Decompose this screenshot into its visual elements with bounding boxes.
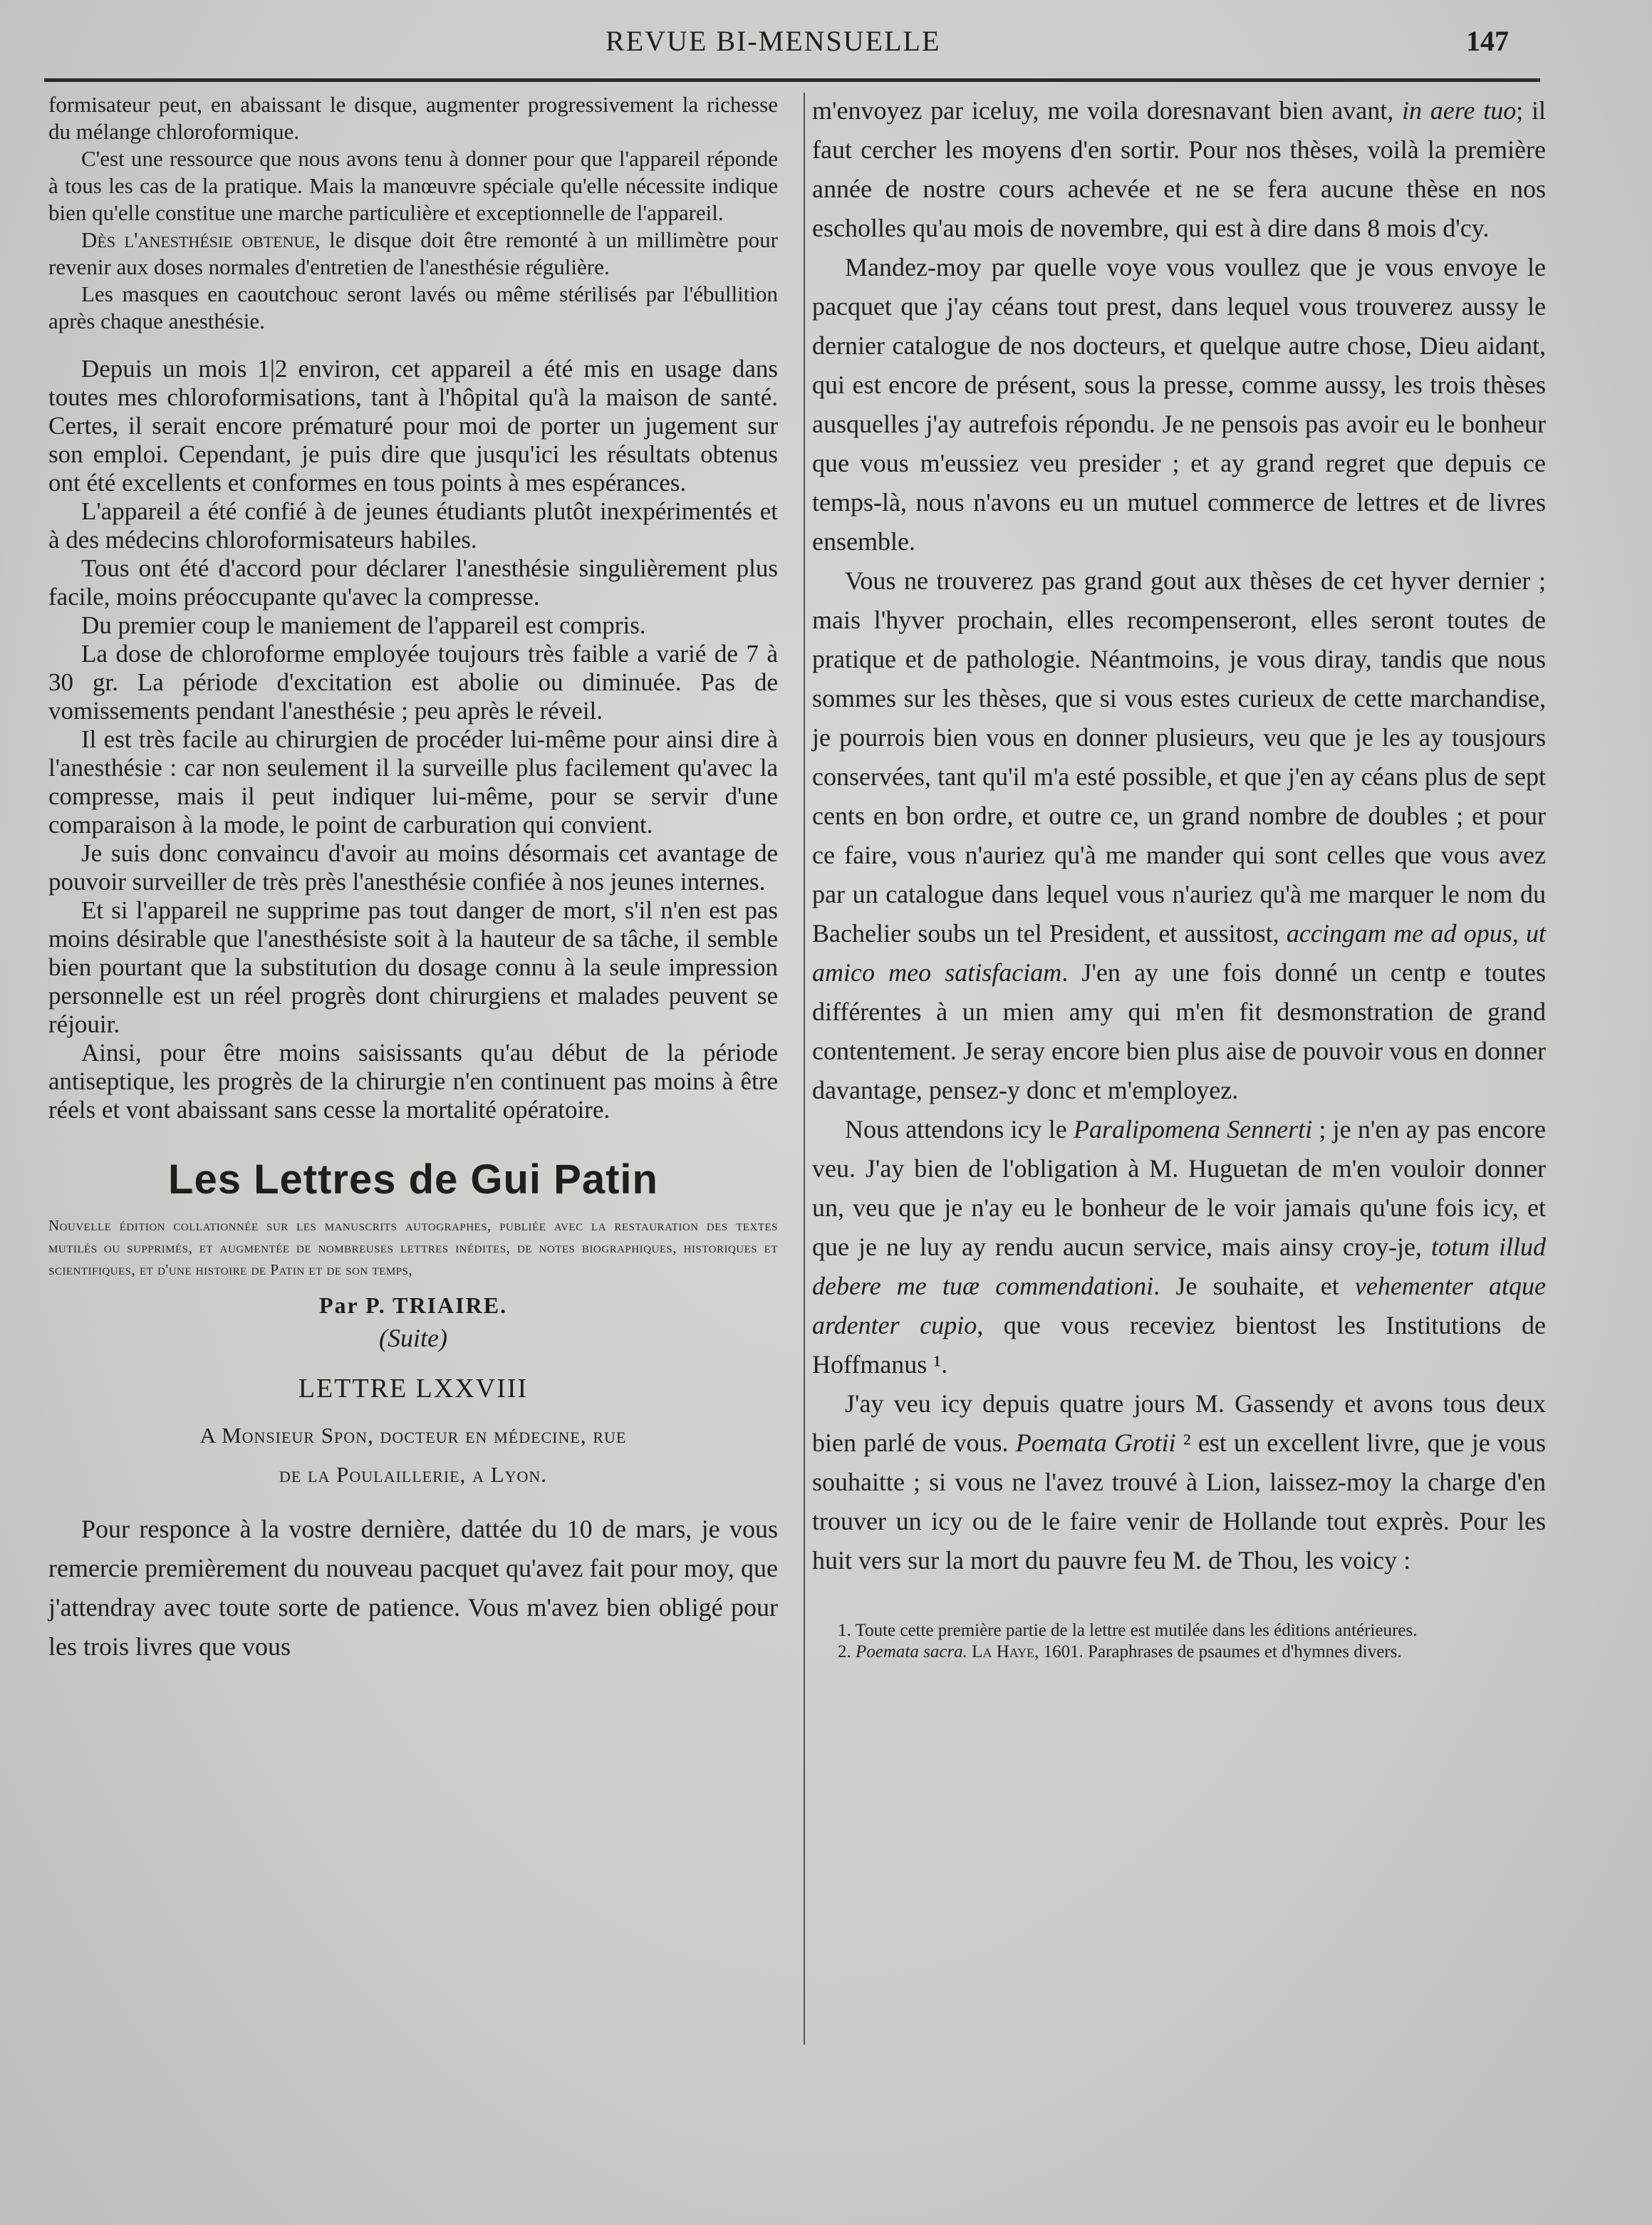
letter-paragraph: Mandez-moy par quelle voye vous voullez que je vous envoye le pacquet que j'ay céans tout prest, dans lequel vous trouverez aussy le dernier catalogue de nos docteurs, et quelque autre chose, Dieu aidant, qui est encore de présent, sous la presse, comme aussy, les trois thèses ausquelles j'ay autrefois répondu. Je ne pensois pas avoir eu le bonheur que vous m'eussiez veu presider ; et ay grand regret que depuis ce temps-là, nous n'avons eu un mutuel commerce de lettres et de livres ensemble.	[812, 253, 1546, 556]
paragraph: Il est très facile au chirurgien de procéder lui-même pour ainsi dire à l'anesthésie : car non seulement il la surveille plus facilement qu'avec la compresse, mais il peut indiquer lui-même, pour se servir d'une comparaison à la mode, le point de carburation qui convient.	[48, 725, 778, 839]
paragraph-lead: Dès l'anesthésie obtenue,	[81, 227, 321, 252]
book-title: Paralipomena Sennerti	[1073, 1115, 1313, 1143]
letter-paragraph	[812, 91, 1546, 248]
paragraph: Ainsi, pour être moins saisissants qu'au début de la période antiseptique, les progrès de la chirurgie n'en continuent pas moins à être réels et vont abaissant sans cesse la mortalité opératoire.	[48, 1039, 778, 1124]
letter-number: LETTRE LXXVIII	[298, 1374, 529, 1404]
paragraph: L'appareil a été confié à de jeunes étudiants plutôt inexpérimentés et à des médecins chloroformisateurs habiles.	[48, 497, 778, 554]
text-run: . J'en ay une fois donné un centp e toutes différentes à un mien amy qui m'en fit desmonstration de grand contentement. Je seray encore bien plus aise de pouvoir vous en donner davantage, pensez-y donc et m'employez.	[812, 958, 1547, 1104]
right-column	[812, 91, 1546, 1663]
letter-paragraph: Pour responce à la vostre dernière, dattée du 10 de mars, je vous remercie premièrement du nouveau pacquet qu'avez fait pour moy, que j'attendray avec toute sorte de patience. Vous m'avez bien obligé pour les trois livres que vous	[48, 1515, 778, 1661]
letter-paragraph	[812, 1384, 1546, 1580]
letter-paragraph	[812, 1110, 1546, 1384]
paragraph: Et si l'appareil ne supprime pas tout danger de mort, s'il n'en est pas moins désirable que l'anesthésiste soit à la hauteur de sa tâche, il semble bien pourtant que la substitution du dosage connu à la seule impression personnelle est un réel progrès dont chirurgiens et malades peuvent se réjouir.	[48, 896, 778, 1038]
addressee	[48, 1416, 778, 1494]
article-title: Les Lettres de Gui Patin	[168, 1156, 658, 1203]
text-run: , que vous receviez bientost les Institutions de Hoffmanus ¹.	[812, 1311, 1546, 1379]
left-column	[48, 91, 778, 1666]
addressee-line: de la Poulaillerie, a Lyon.	[279, 1462, 548, 1487]
continued-label: (Suite)	[379, 1324, 447, 1352]
place-name: La Haye	[967, 1642, 1035, 1661]
running-title: REVUE BI-MENSUELLE	[606, 25, 941, 57]
footnote	[812, 1641, 1546, 1663]
running-head	[0, 20, 1652, 63]
paragraph: C'est une ressource que nous avons tenu à donner pour que l'appareil réponde à tous les cas de la pratique. Mais la manœuvre spéciale qu'elle nécessite indique bien qu'elle constitue une marche particulière et exceptionnelle de l'appareil.	[48, 146, 778, 225]
paragraph	[48, 227, 778, 281]
column-divider	[804, 93, 805, 2045]
byline: Par P. TRIAIRE.	[318, 1292, 508, 1318]
book-title: Poemata sacra.	[856, 1642, 967, 1661]
text-run: J'ay veu icy depuis quatre jours M. Gassendy et avons tous deux bien parlé de vous.	[812, 1389, 1546, 1457]
letter-paragraph	[812, 561, 1546, 1110]
paragraph: formisateur peut, en abaissant le disque, augmenter progressivement la richesse du mélange chloroformique.	[48, 92, 778, 144]
paragraph: Les masques en caoutchouc seront lavés ou même stérilisés par l'ébullition après chaque anesthésie.	[48, 281, 778, 333]
paragraph: Depuis un mois 1|2 environ, cet appareil a été mis en usage dans toutes mes chloroformisations, tant à l'hôpital qu'à la maison de santé. Certes, il serait encore prématuré pour moi de porter un jugement sur son emploi. Cependant, je puis dire que jusqu'ici les résultats obtenus ont été excellents et conformes en tous points à mes espérances.	[48, 355, 778, 497]
text-run: ; il faut cercher les moyens d'en sortir. Pour nos thèses, voilà la première année de nostre cours achevée et ne se fera aucune thèse en nos escholles qu'au mois de novembre, qui est à dire dans 8 mois d'cy.	[812, 96, 1546, 242]
text-run: m'envoyez par iceluy, me voila doresnavant bien avant,	[812, 96, 1403, 125]
header-rule	[44, 78, 1540, 82]
paragraph: Tous ont été d'accord pour déclarer l'anesthésie singulièrement plus facile, moins préoccupante qu'avec la compresse.	[48, 554, 778, 611]
paragraph-text: le disque doit être remonté à un millimètre pour revenir aux doses normales d'entretien de l'anesthésie régulière.	[48, 227, 778, 279]
footnotes	[812, 1620, 1546, 1663]
paragraph: Du premier coup le maniement de l'appareil est compris.	[81, 611, 646, 639]
page-number: 147	[1466, 25, 1509, 57]
latin-phrase: accingam me ad opus, ut amico meo satisfaciam	[812, 919, 1546, 987]
book-title: Poemata Grotii	[1015, 1428, 1176, 1457]
text-run: Nous attendons icy le	[845, 1115, 1074, 1143]
text-run: , 1601. Paraphrases de psaumes et d'hymnes divers.	[1034, 1642, 1402, 1661]
text-run: ; je n'en ay pas encore veu. J'ay bien de l'obligation à M. Huguetan de m'en vouloir donner un, veu que je n'ay eu le bonheur de le voir jamais qu'une fois icy, et que je ne luy ay rendu aucun service, mais ainsy croy-je,	[812, 1115, 1546, 1261]
latin-phrase: in aere tuo	[1402, 96, 1517, 125]
latin-phrase: totum illud debere me tuæ commendationi	[812, 1233, 1546, 1300]
article-subtitle: Nouvelle édition collationnée sur les manuscrits autographes, publiée avec la restauration des textes mutilés ou supprimés, et augmentée de nombreuses lettres inédites, de notes biographiques, historiques et scientifiques, et d'une histoire de Patin et de son temps,	[48, 1217, 778, 1278]
addressee-line: A Monsieur Spon, docteur en médecine, rue	[199, 1423, 627, 1448]
footnote-number: 2.	[838, 1642, 856, 1661]
latin-phrase: vehementer atque ardenter cupio	[812, 1272, 1546, 1339]
paragraph: Je suis donc convaincu d'avoir au moins désormais cet avantage de pouvoir surveiller de très près l'anesthésie confiée à nos jeunes internes.	[48, 839, 778, 896]
text-run: . Je souhaite, et	[1153, 1272, 1355, 1300]
footnote: 1. Toute cette première partie de la lettre est mutilée dans les éditions antérieures.	[838, 1621, 1418, 1640]
paragraph: La dose de chloroforme employée toujours très faible a varié de 7 à 30 gr. La période d'excitation est abolie ou diminuée. Pas de vomissements pendant l'anesthésie ; peu après le réveil.	[48, 640, 778, 725]
text-run: ² est un excellent livre, que je vous souhaitte ; si vous ne l'avez trouvé à Lion, laissez-moy la charge d'en trouver un icy ou de le faire venir de Hollande tout exprès. Pour les huit vers sur la mort du pauvre feu M. de Thou, les voicy :	[812, 1428, 1546, 1575]
text-run: Vous ne trouverez pas grand gout aux thèses de cet hyver dernier ; mais l'hyver prochain, elles recompenseront, elles seront toutes de pratique et de pathologie. Néantmoins, je vous diray, tandis que nous sommes sur les thèses, que si vous estes curieux de cette marchandise, je pourrois bien vous en donner plusieurs, veu que je les ay tousjours conservées, tant qu'il m'a esté possible, et que j'en ay céans plus de sept cents en bon ordre, et outre ce, un grand nombre de doubles ; et pour ce faire, vous n'auriez qu'à me mander qui sont celles que vous avez par un catalogue dans lequel vous n'auriez qu'à me marquer le nom du Bachelier soubs un tel President, et aussitost,	[812, 566, 1546, 948]
